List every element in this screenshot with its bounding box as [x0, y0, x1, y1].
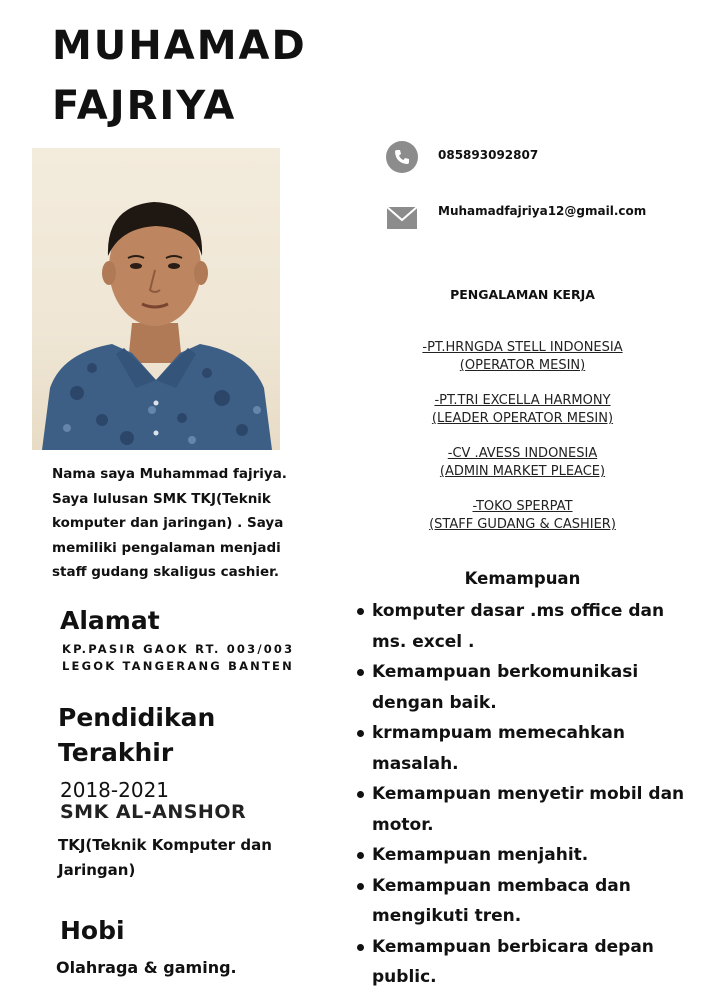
work-item: [360, 498, 685, 534]
education-school: SMK AL-ANSHOR: [60, 801, 247, 823]
skills-list: [356, 596, 691, 993]
work-company: -TOKO SPERPAT: [472, 499, 573, 514]
envelope-icon: [386, 202, 418, 234]
skill-item: komputer dasar .ms office dan ms. excel .: [356, 596, 691, 657]
about-text: Nama saya Muhammad fajriya. Saya lulusan SMK TKJ(Teknik komputer dan jaringan) . Saya memiliki pengalaman menjadi staff gudang skaligus cashier.: [52, 466, 287, 580]
skill-item: Kemampuan membaca dan mengikuti tren.: [356, 871, 691, 932]
phone-icon: [386, 141, 418, 173]
address-line-2: LEGOK TANGERANG BANTEN: [62, 659, 294, 673]
education-years: 2018-2021: [60, 778, 170, 802]
skill-item: Kemampuan menjahit.: [356, 840, 691, 871]
name-first: MUHAMAD: [52, 23, 307, 69]
work-role: (STAFF GUDANG & CASHIER): [429, 517, 616, 532]
hobby-text: Olahraga & gaming.: [56, 958, 237, 977]
work-company: -PT.TRI EXCELLA HARMONY: [434, 393, 611, 408]
phone-number[interactable]: 085893092807: [438, 148, 539, 162]
work-item: [360, 445, 685, 481]
work-company: -CV .AVESS INDONESIA: [447, 446, 598, 461]
skill-item: Kemampuan berbicara depan public.: [356, 932, 691, 993]
work-item: [360, 339, 685, 375]
education-heading-line-2: Terakhir: [58, 738, 174, 767]
work-role: (LEADER OPERATOR MESIN): [431, 411, 614, 426]
profile-photo: [32, 148, 280, 450]
work-role: (ADMIN MARKET PLEACE): [439, 464, 606, 479]
work-heading: PENGALAMAN KERJA: [450, 287, 595, 302]
skill-item: Kemampuan menyetir mobil dan motor.: [356, 779, 691, 840]
work-company: -PT.HRNGDA STELL INDONESIA: [422, 340, 623, 355]
work-item: [360, 392, 685, 428]
education-major: TKJ(Teknik Komputer dan Jaringan): [58, 836, 272, 879]
work-list: [360, 339, 685, 551]
address-block: [62, 641, 294, 675]
address-line-1: KP.PASIR GAOK RT. 003/003: [62, 642, 295, 656]
email-address[interactable]: Muhamadfajriya12@gmail.com: [438, 204, 647, 218]
hobby-heading: Hobi: [60, 916, 125, 945]
address-heading: Alamat: [60, 606, 160, 635]
work-role: (OPERATOR MESIN): [459, 358, 586, 373]
name-last: FAJRIYA: [52, 83, 237, 129]
portrait-illustration: [32, 148, 280, 450]
skill-item: Kemampuan berkomunikasi dengan baik.: [356, 657, 691, 718]
skill-item: krmampuam memecahkan masalah.: [356, 718, 691, 779]
education-heading-line-1: Pendidikan: [58, 703, 216, 732]
skills-heading: Kemampuan: [464, 569, 581, 588]
